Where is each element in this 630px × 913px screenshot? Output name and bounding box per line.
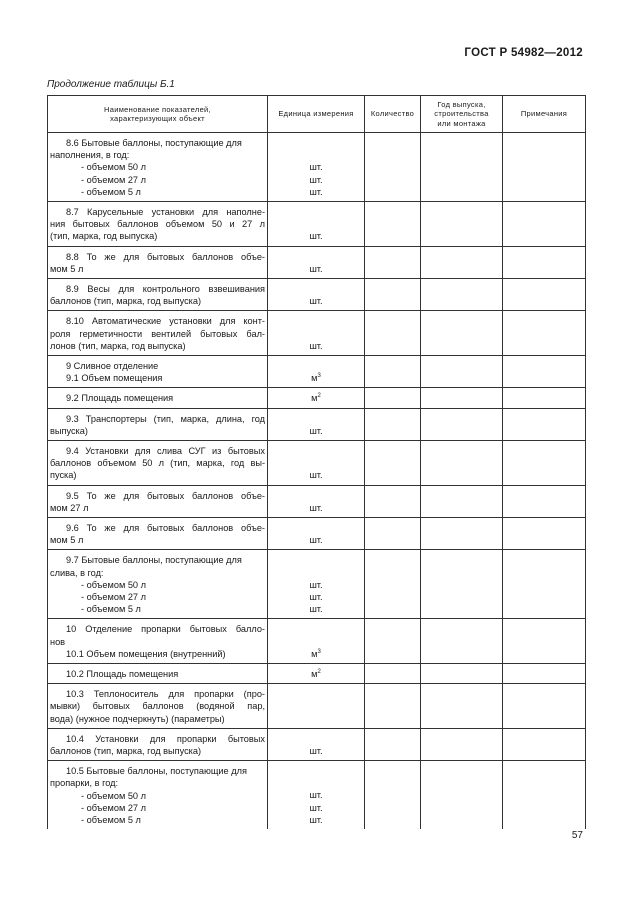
quantity-cell: [365, 355, 421, 387]
indicator-name-line: слива, в год:: [50, 567, 104, 578]
notes-cell: [503, 663, 586, 683]
unit-text: шт.: [309, 425, 323, 436]
column-header-1: [48, 96, 268, 133]
table-row: [48, 388, 586, 408]
unit-cell: [268, 761, 365, 830]
column-header-line: Примечания: [520, 109, 568, 119]
unit-value: [268, 579, 364, 591]
indicator-name-line: 10 Отделение пропарки бытовых балло-: [66, 624, 265, 635]
quantity-cell: [365, 388, 421, 408]
quantity-cell: [365, 684, 421, 729]
unit-value: [268, 413, 364, 425]
indicator-name-cell: [48, 246, 268, 278]
unit-value: [268, 636, 364, 648]
unit-value: [268, 283, 364, 295]
table-row: [48, 246, 586, 278]
indicator-name-cell: [48, 619, 268, 664]
column-header-line: или монтажа: [437, 118, 486, 128]
notes-cell: [503, 728, 586, 760]
unit-value: [268, 218, 364, 230]
unit-cell: [268, 202, 365, 247]
indicator-name-cell: [48, 311, 268, 356]
table-row: [48, 278, 586, 310]
year-cell: [421, 728, 503, 760]
unit-value: [268, 591, 364, 603]
unit-value: [268, 534, 364, 546]
table-row: [48, 684, 586, 729]
document-standard-number: ГОСТ Р 54982—2012: [464, 47, 583, 59]
notes-cell: [503, 202, 586, 247]
unit-text: шт.: [309, 604, 323, 615]
indicator-name-line: - объемом 27 л: [81, 591, 146, 602]
unit-value: [268, 206, 364, 218]
quantity-cell: [365, 440, 421, 485]
indicator-name-line: (тип, марка, год выпуска): [50, 231, 158, 242]
unit-cell: [268, 311, 365, 356]
unit-cell: [268, 408, 365, 440]
year-cell: [421, 619, 503, 664]
indicator-name-cell: [48, 684, 268, 729]
notes-cell: [503, 619, 586, 664]
unit-cell: [268, 663, 365, 683]
table-row: [48, 202, 586, 247]
notes-cell: [503, 440, 586, 485]
year-cell: [421, 133, 503, 202]
page-number: 57: [571, 830, 583, 841]
year-cell: [421, 355, 503, 387]
year-cell: [421, 440, 503, 485]
notes-cell: [503, 246, 586, 278]
notes-cell: [503, 408, 586, 440]
indicator-name-line: 10.1 Объем помещения (внутренний): [66, 648, 226, 659]
indicator-name-line: 9.3 Транспортеры (тип, марка, длина, год: [66, 413, 265, 424]
year-cell: [421, 517, 503, 549]
indicator-name-line: баллонов (тип, марка, год выпуска): [50, 745, 202, 756]
indicator-name-cell: [48, 355, 268, 387]
unit-text: м: [311, 668, 318, 679]
year-cell: [421, 388, 503, 408]
indicator-name-cell: [48, 485, 268, 517]
indicator-name-cell: [48, 728, 268, 760]
table-row: [48, 408, 586, 440]
table-row: [48, 761, 586, 830]
table-row: [48, 485, 586, 517]
quantity-cell: [365, 408, 421, 440]
unit-text: шт.: [309, 535, 323, 546]
quantity-cell: [365, 311, 421, 356]
indicator-name-line: мом 27 л: [50, 502, 89, 513]
indicator-name-line: 8.8 То же для бытовых баллонов объе-: [66, 251, 265, 262]
indicator-name-line: 9.6 То же для бытовых баллонов объе-: [66, 522, 265, 533]
indicator-name-line: выпуска): [50, 425, 88, 436]
unit-text: шт.: [309, 174, 323, 185]
indicator-name-line: 10.2 Площадь помещения: [66, 668, 179, 679]
unit-exponent: 2: [317, 393, 321, 400]
unit-value: [268, 149, 364, 161]
table-row: [48, 550, 586, 619]
column-header-4: [421, 96, 503, 133]
unit-value: [268, 554, 364, 566]
unit-text: шт.: [309, 502, 323, 513]
unit-cell: [268, 619, 365, 664]
column-header-line: Наименование показателей,: [104, 104, 211, 114]
year-cell: [421, 202, 503, 247]
indicator-name-line: мом 5 л: [50, 263, 84, 274]
indicator-name-line: пуска): [50, 470, 77, 481]
unit-value: [268, 457, 364, 469]
unit-value: [268, 733, 364, 745]
indicator-name-cell: [48, 550, 268, 619]
specification-table: [47, 95, 586, 829]
unit-cell: [268, 388, 365, 408]
unit-value: [268, 668, 364, 680]
indicator-name-line: - объемом 5 л: [81, 604, 141, 615]
indicator-name-cell: [48, 278, 268, 310]
unit-value: [268, 490, 364, 502]
quantity-cell: [365, 550, 421, 619]
unit-value: [268, 230, 364, 242]
year-cell: [421, 311, 503, 356]
unit-exponent: 3: [317, 648, 321, 655]
unit-text: шт.: [309, 591, 323, 602]
indicator-name-line: 8.10 Автоматические установки для конт-: [66, 316, 265, 327]
indicator-name-line: нов: [50, 636, 66, 647]
unit-value: [268, 251, 364, 263]
indicator-name-cell: [48, 517, 268, 549]
notes-cell: [503, 550, 586, 619]
column-header-line: Год выпуска,: [437, 99, 486, 109]
year-cell: [421, 663, 503, 683]
unit-cell: [268, 246, 365, 278]
unit-text: шт.: [309, 470, 323, 481]
unit-value: [268, 263, 364, 275]
year-cell: [421, 550, 503, 619]
column-header-line: Единица измерения: [278, 109, 354, 119]
notes-cell: [503, 485, 586, 517]
indicator-name-line: - объемом 27 л: [81, 802, 146, 813]
quantity-cell: [365, 728, 421, 760]
indicator-name-cell: [48, 663, 268, 683]
notes-cell: [503, 388, 586, 408]
unit-text: шт.: [309, 231, 323, 242]
quantity-cell: [365, 619, 421, 664]
unit-value: [268, 445, 364, 457]
unit-value: [268, 372, 364, 384]
indicator-name-line: 8.7 Карусельные установки для наполне-: [66, 207, 265, 218]
year-cell: [421, 761, 503, 830]
unit-cell: [268, 517, 365, 549]
unit-value: [268, 814, 364, 826]
unit-text: шт.: [309, 790, 323, 801]
indicator-name-line: мывки) бытовых баллонов (водяной пар,: [50, 701, 265, 712]
unit-exponent: 2: [317, 668, 321, 675]
unit-value: [268, 522, 364, 534]
unit-value: [268, 802, 364, 814]
notes-cell: [503, 517, 586, 549]
indicator-name-cell: [48, 202, 268, 247]
unit-value: [268, 603, 364, 615]
indicator-name-line: - объемом 5 л: [81, 186, 141, 197]
notes-cell: [503, 684, 586, 729]
column-header-2: [268, 96, 365, 133]
unit-cell: [268, 278, 365, 310]
indicator-name-line: 10.3 Теплоноситель для пропарки (про-: [66, 689, 265, 700]
unit-text: шт.: [309, 296, 323, 307]
notes-cell: [503, 278, 586, 310]
indicator-name-cell: [48, 440, 268, 485]
indicator-name-line: баллонов объемом 50 л (тип, марка, год вы-: [50, 458, 265, 469]
indicator-name-cell: [48, 761, 268, 830]
unit-value: [268, 688, 364, 700]
quantity-cell: [365, 278, 421, 310]
unit-cell: [268, 728, 365, 760]
unit-text: м: [311, 393, 318, 404]
notes-cell: [503, 761, 586, 830]
indicator-name-line: 9.2 Площадь помещения: [66, 393, 174, 404]
indicator-name-line: 9 Сливное отделение: [66, 360, 159, 371]
table-header-row: [48, 96, 586, 133]
unit-value: [268, 700, 364, 712]
indicator-name-cell: [48, 133, 268, 202]
indicator-name-line: 8.9 Весы для контрольного взвешивания: [66, 283, 265, 294]
unit-cell: [268, 440, 365, 485]
indicator-name-cell: [48, 388, 268, 408]
year-cell: [421, 408, 503, 440]
indicator-name-line: - объемом 50 л: [81, 162, 146, 173]
unit-value: [268, 777, 364, 789]
unit-cell: [268, 550, 365, 619]
unit-text: шт.: [309, 162, 323, 173]
quantity-cell: [365, 202, 421, 247]
year-cell: [421, 278, 503, 310]
indicator-name-line: 10.4 Установки для пропарки бытовых: [66, 733, 265, 744]
indicator-name-line: баллонов (тип, марка, год выпуска): [50, 296, 202, 307]
year-cell: [421, 485, 503, 517]
indicator-name-line: - объемом 50 л: [81, 790, 146, 801]
quantity-cell: [365, 663, 421, 683]
unit-text: шт.: [309, 186, 323, 197]
notes-cell: [503, 133, 586, 202]
indicator-name-line: мом 5 л: [50, 535, 84, 546]
table-row: [48, 133, 586, 202]
notes-cell: [503, 355, 586, 387]
table-row: [48, 619, 586, 664]
table-row: [48, 311, 586, 356]
unit-value: [268, 502, 364, 514]
unit-exponent: 3: [317, 373, 321, 380]
column-header-line: Количество: [370, 109, 415, 119]
indicator-name-cell: [48, 408, 268, 440]
unit-value: [268, 295, 364, 307]
indicator-name-line: вода) (нужное подчеркнуть) (параметры): [50, 713, 225, 724]
unit-text: шт.: [309, 340, 323, 351]
indicator-name-line: 9.5 То же для бытовых баллонов объе-: [66, 490, 265, 501]
unit-value: [268, 186, 364, 198]
unit-text: шт.: [309, 579, 323, 590]
indicator-name-line: 9.4 Установки для слива СУГ из бытовых: [66, 445, 265, 456]
unit-value: [268, 425, 364, 437]
notes-cell: [503, 311, 586, 356]
table-row: [48, 355, 586, 387]
indicator-name-line: пропарки, в год:: [50, 778, 119, 789]
quantity-cell: [365, 246, 421, 278]
unit-value: [268, 315, 364, 327]
unit-value: [268, 161, 364, 173]
table-row: [48, 728, 586, 760]
indicator-name-line: - объемом 27 л: [81, 174, 146, 185]
unit-value: [268, 765, 364, 777]
column-header-line: строительства: [434, 109, 489, 119]
column-header-3: [365, 96, 421, 133]
unit-value: [268, 789, 364, 801]
unit-text: шт.: [309, 263, 323, 274]
unit-text: шт.: [309, 802, 323, 813]
indicator-name-line: ния бытовых баллонов объемом 50 и 27 л: [50, 219, 265, 230]
unit-value: [268, 623, 364, 635]
unit-text: шт.: [309, 745, 323, 756]
year-cell: [421, 684, 503, 729]
unit-value: [268, 360, 364, 372]
table-row: [48, 517, 586, 549]
unit-value: [268, 392, 364, 404]
year-cell: [421, 246, 503, 278]
unit-value: [268, 174, 364, 186]
unit-value: [268, 567, 364, 579]
indicator-name-line: 9.7 Бытовые баллоны, поступающие для: [66, 555, 242, 566]
quantity-cell: [365, 485, 421, 517]
unit-value: [268, 745, 364, 757]
quantity-cell: [365, 761, 421, 830]
unit-text: м: [311, 648, 318, 659]
unit-value: [268, 328, 364, 340]
unit-value: [268, 340, 364, 352]
unit-text: м: [311, 373, 318, 384]
unit-cell: [268, 485, 365, 517]
table-row: [48, 663, 586, 683]
indicator-name-line: 9.1 Объем помещения: [66, 373, 163, 384]
indicator-name-line: наполнения, в год:: [50, 150, 130, 161]
unit-cell: [268, 355, 365, 387]
indicator-name-line: - объемом 5 л: [81, 814, 141, 825]
indicator-name-line: роля герметичности вентилей бытовых бал-: [50, 328, 265, 339]
unit-cell: [268, 684, 365, 729]
indicator-name-line: 8.6 Бытовые баллоны, поступающие для: [66, 138, 242, 148]
indicator-name-line: - объемом 50 л: [81, 579, 146, 590]
unit-value: [268, 713, 364, 725]
table-caption: Продолжение таблицы Б.1: [47, 79, 175, 90]
quantity-cell: [365, 517, 421, 549]
unit-text: шт.: [309, 814, 323, 825]
unit-cell: [268, 133, 365, 202]
table-row: [48, 440, 586, 485]
unit-value: [268, 137, 364, 149]
column-header-line: характеризующих объект: [110, 114, 205, 123]
unit-value: [268, 648, 364, 660]
unit-value: [268, 469, 364, 481]
column-header-5: [503, 96, 586, 133]
indicator-name-line: лонов (тип, марка, год выпуска): [50, 340, 186, 351]
quantity-cell: [365, 133, 421, 202]
indicator-name-line: 10.5 Бытовые баллоны, поступающие для: [66, 766, 247, 777]
